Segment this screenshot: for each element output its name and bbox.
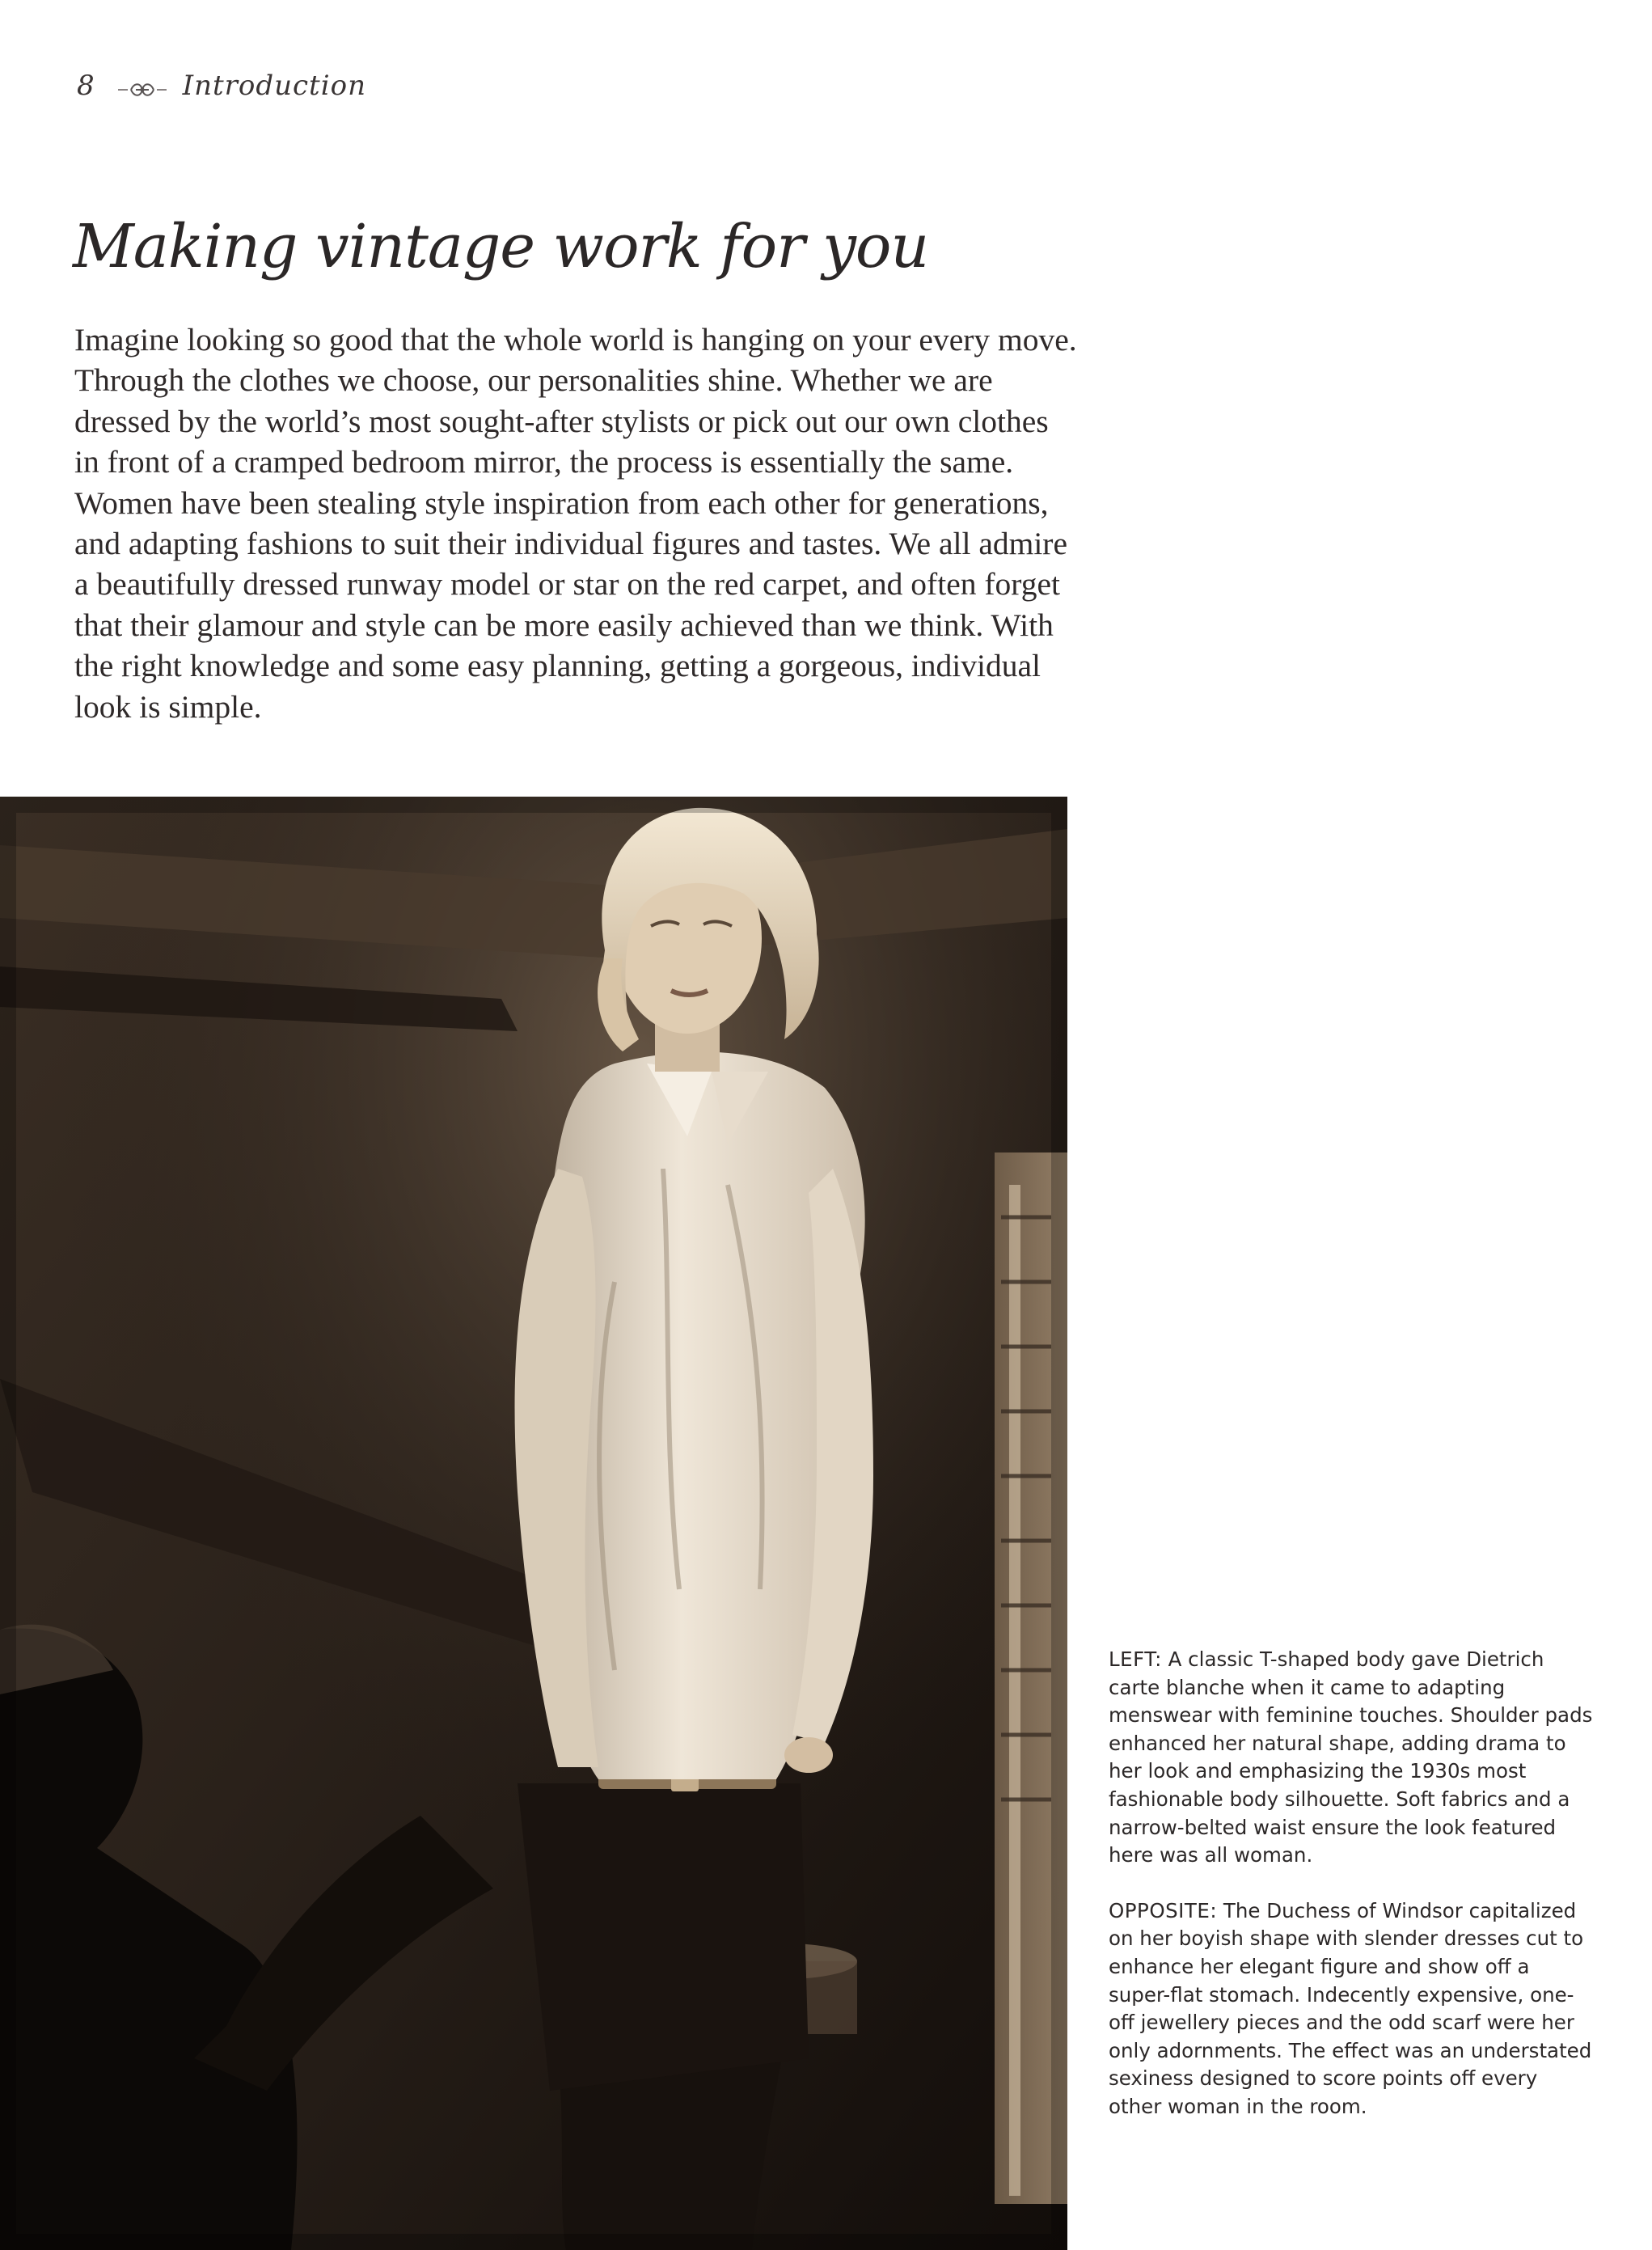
caption-left-lead: LEFT: <box>1109 1647 1162 1671</box>
section-title: Introduction <box>182 70 366 102</box>
caption-left <box>1109 1646 1594 1870</box>
page-number: 8 <box>77 70 95 102</box>
article-body: Imagine looking so good that the whole world is hanging on your every move. Through the clothes we choose, our personalities shine. Whether we are dressed by the world’s most sought-after stylists or pick out our own clothes in front of a cramped bedroom mirror, the process is essentially the same. Women have been stealing style inspiration from each other for generations, and adapting fashions to suit their individual figures and tastes. We all admire a beautifully dressed runway model or star on the red carpet, and often forget that their glamour and style can be more easily achieved than we think. With the right knowledge and some easy planning, getting a gorgeous, individual look is simple. <box>74 322 1077 725</box>
caption-opposite <box>1109 1897 1594 2121</box>
caption-left-text: A classic T-shaped body gave Dietrich carte blanche when it came to adapting menswear with feminine touches. Shoulder pads enhanced her natural shape, adding drama to her look and emphasizing the 1930s most fashionable body silhouette. Soft fabrics and a narrow-belted waist ensure the look featured here was all woman. <box>1109 1647 1593 1867</box>
running-head <box>77 63 366 108</box>
caption-opposite-text: The Duchess of Windsor capitalized on her boyish shape with slender dresses cut to enhance her elegant figure and show off a super-flat stomach. Indecently expensive, one-off jewellery pieces and the odd scarf were her only adornments. The effect was an understated sexiness designed to score points off every other woman in the room. <box>1109 1898 1592 2118</box>
photo-captions <box>1109 1646 1594 2149</box>
article-title: Making vintage work for you <box>73 212 929 281</box>
decorative-swirl-icon <box>116 75 168 96</box>
caption-opposite-lead: OPPOSITE: <box>1109 1898 1218 1922</box>
dietrich-photo <box>0 797 1067 2250</box>
